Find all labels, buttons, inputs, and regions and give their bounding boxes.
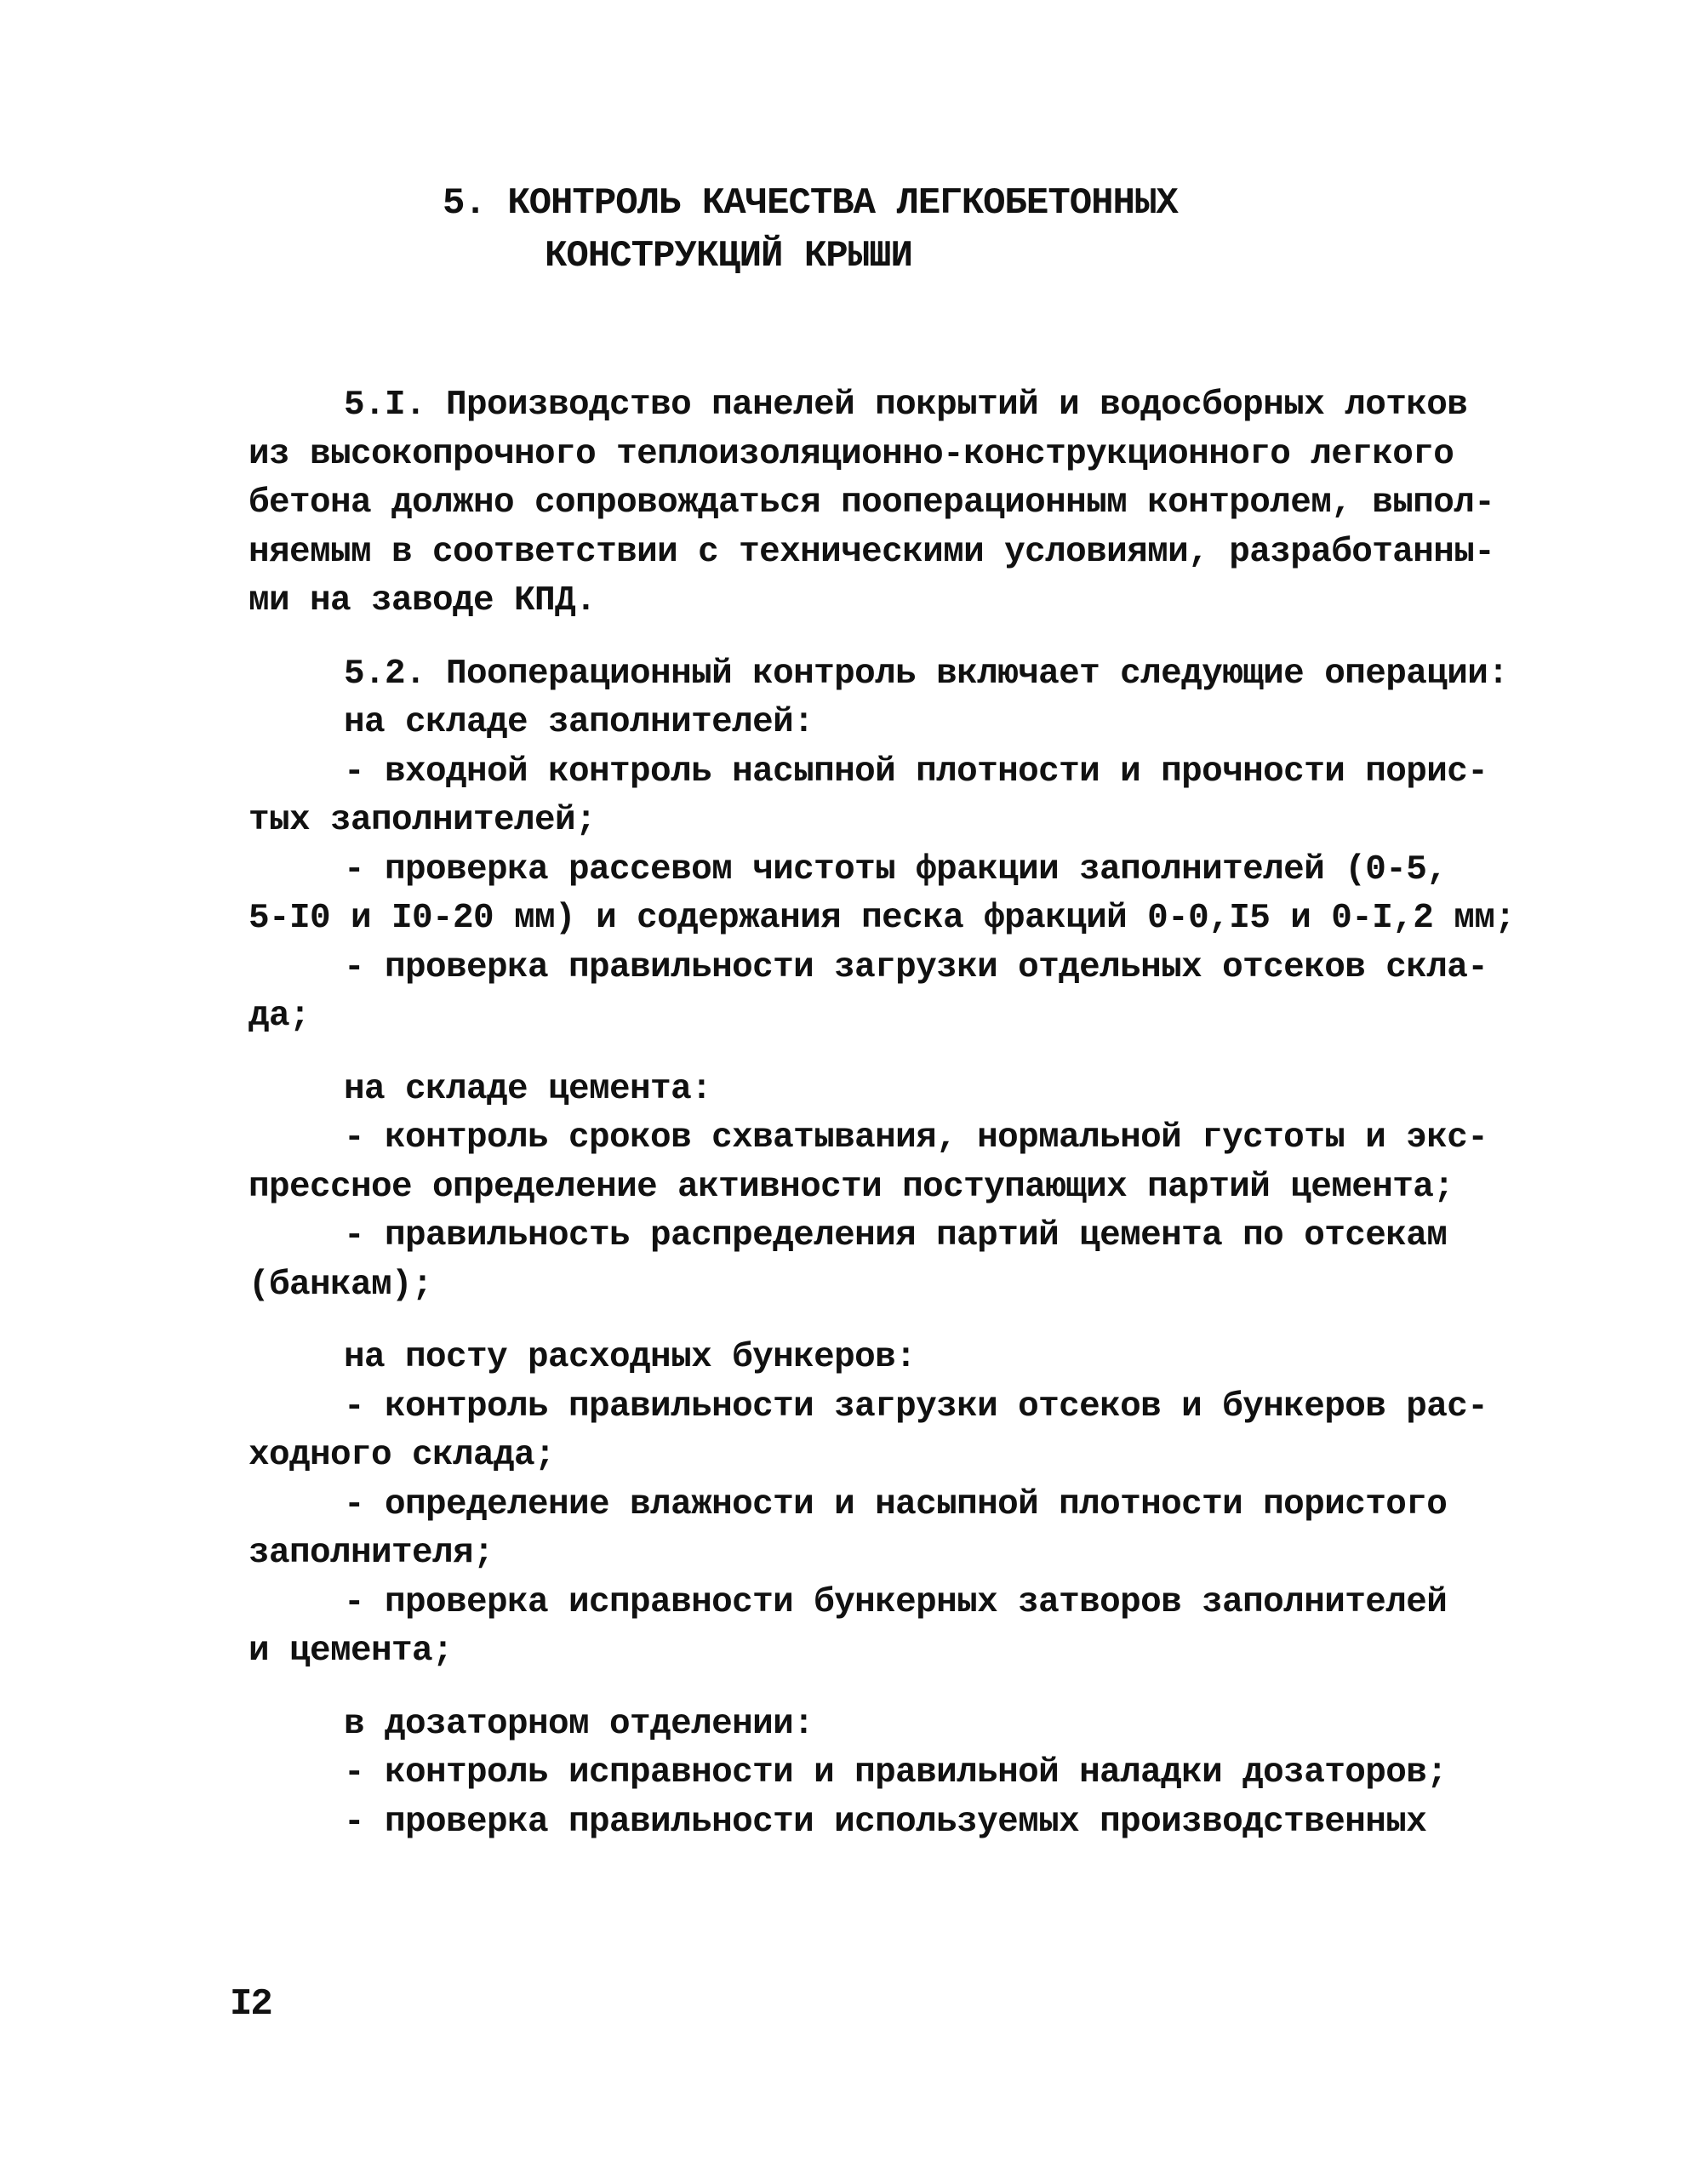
document-body bbox=[248, 381, 1516, 1847]
text-line: в дозаторном отделении: bbox=[344, 1704, 814, 1744]
text-line: заполнителя; bbox=[248, 1534, 494, 1573]
text-line: - правильность распределения партий цемента по отсекам bbox=[344, 1216, 1448, 1255]
text-line: (банкам); bbox=[248, 1265, 433, 1305]
text-line: - проверка правильности используемых производственных bbox=[344, 1802, 1427, 1842]
text-line: - контроль исправности и правильной наладки дозаторов; bbox=[344, 1753, 1448, 1792]
text-line: 5.I. Производство панелей покрытий и водосборных лотков bbox=[344, 386, 1468, 425]
text-line: бетона должно сопровождаться пооперационным контролем, выпол- bbox=[248, 483, 1495, 523]
text-line: 5.2. Пооперационный контроль включает следующие операции: bbox=[344, 654, 1509, 694]
text-line: - проверка исправности бункерных затворов заполнителей bbox=[344, 1582, 1448, 1622]
text-line: тых заполнителей; bbox=[248, 801, 597, 840]
text-line: прессное определение активности поступающих партий цемента; bbox=[248, 1167, 1454, 1207]
text-line: - входной контроль насыпной плотности и прочности порис- bbox=[344, 752, 1488, 792]
text-line: ми на заводе КПД. bbox=[248, 581, 597, 620]
text-line: и цемента; bbox=[248, 1632, 454, 1671]
text-line: - проверка рассевом чистоты фракции заполнителей (0-5, bbox=[344, 849, 1448, 889]
text-line: на посту расходных бункеров: bbox=[344, 1338, 917, 1377]
text-line: ходного склада; bbox=[248, 1436, 556, 1475]
text-line: из высокопрочного теплоизоляционно-конструкционного легкого bbox=[248, 434, 1454, 474]
text-line: - контроль сроков схватывания, нормальной густоты и экс- bbox=[344, 1118, 1488, 1158]
heading-line-1: 5. КОНТРОЛЬ КАЧЕСТВА ЛЕГКОБЕТОННЫХ bbox=[443, 182, 1178, 225]
page-number: I2 bbox=[230, 1983, 271, 2026]
text-line: на складе заполнителей: bbox=[344, 703, 814, 742]
text-line: - проверка правильности загрузки отдельных отсеков скла- bbox=[344, 947, 1488, 987]
heading-line-2: КОНСТРУКЦИЙ КРЫШИ bbox=[545, 235, 912, 277]
text-line: няемым в соответствии с техническими условиями, разработанны- bbox=[248, 532, 1495, 572]
text-line: - контроль правильности загрузки отсеков и бункеров рас- bbox=[344, 1386, 1488, 1426]
section-heading bbox=[443, 177, 1178, 283]
text-line: на складе цемента: bbox=[344, 1069, 712, 1109]
text-line: да; bbox=[248, 997, 311, 1036]
text-line: - определение влажности и насыпной плотности пористого bbox=[344, 1484, 1448, 1524]
text-line: 5-I0 и I0-20 мм) и содержания песка фракций 0-0,I5 и 0-I,2 мм; bbox=[248, 899, 1516, 938]
